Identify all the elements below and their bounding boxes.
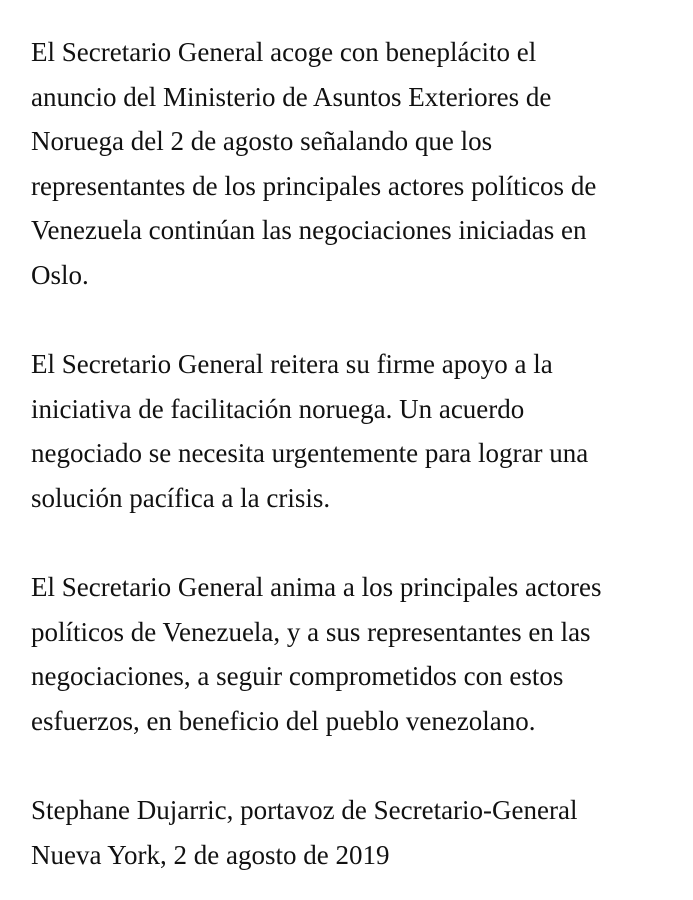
text-line: iniciativa de facilitación noruega. Un acuerdo: [31, 393, 525, 424]
signature-block: [31, 788, 671, 877]
signature-place-date: Nueva York, 2 de agosto de 2019: [31, 839, 390, 870]
text-line: El Secretario General anima a los principales actores: [31, 572, 602, 603]
signature-author: Stephane Dujarric, portavoz de Secretario-General: [31, 795, 578, 826]
statement-document: [31, 30, 671, 877]
text-line: Noruega del 2 de agosto señalando que los: [31, 126, 493, 157]
text-line: Venezuela continúan las negociaciones iniciadas en: [31, 215, 587, 246]
paragraph-support-facilitation: [31, 342, 671, 520]
text-line: solución pacífica a la crisis.: [31, 482, 331, 513]
text-line: negociado se necesita urgentemente para lograr una: [31, 438, 589, 469]
text-line: El Secretario General acoge con beneplácito el: [31, 37, 537, 67]
text-line: políticos de Venezuela, y a sus representantes en las: [31, 616, 591, 647]
text-line: El Secretario General reitera su firme apoyo a la: [31, 349, 553, 380]
paragraph-encouragement: [31, 565, 671, 743]
text-line: negociaciones, a seguir comprometidos con estos: [31, 661, 564, 692]
text-line: representantes de los principales actores políticos de: [31, 170, 597, 201]
text-line: anuncio del Ministerio de Asuntos Exteriores de: [31, 81, 552, 112]
paragraph-welcome-announcement: [31, 30, 671, 298]
text-line: esfuerzos, en beneficio del pueblo venezolano.: [31, 705, 536, 736]
text-line: Oslo.: [31, 259, 89, 290]
